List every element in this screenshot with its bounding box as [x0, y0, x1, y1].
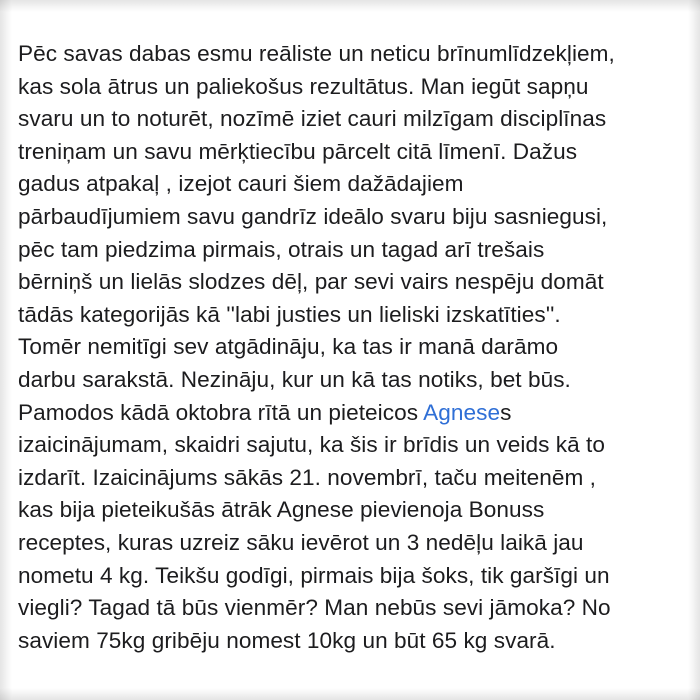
- post-line: pēc tam piedzima pirmais, otrais un tagad arī trešais: [18, 236, 545, 262]
- post-text: [18, 38, 698, 657]
- post-line: kas sola ātrus un paliekošus rezultātus. Man iegūt sapņu: [18, 73, 589, 99]
- post-line: nometu 4 kg. Teikšu godīgi, pirmais bija šoks, tik garšīgi un: [18, 562, 610, 588]
- frame-edge-shadow: [0, 688, 700, 700]
- post-line: svaru un to noturēt, nozīmē iziet cauri milzīgam disciplīnas: [18, 106, 607, 132]
- post-line: darbu sarakstā. Nezināju, kur un kā tas notiks, bet būs.: [18, 366, 571, 392]
- post-line: bērniņš un lielās slodzes dēļ, par sevi vairs nespēju domāt: [18, 269, 604, 295]
- post-line: gadus atpakaļ , izejot cauri šiem dažādajiem: [18, 171, 464, 197]
- post-line: tādās kategorijās kā ''labi justies un lieliski izskatīties''.: [18, 301, 561, 327]
- post-line: saviem 75kg gribēju nomest 10kg un būt 65 kg svarā.: [18, 627, 556, 653]
- post-line: receptes, kuras uzreiz sāku ievērot un 3 nedēļu laikā jau: [18, 529, 584, 555]
- post-line-text: s: [500, 399, 512, 425]
- post-line: izaicinājumam, skaidri sajutu, ka šis ir brīdis un veids kā to: [18, 432, 605, 458]
- post-line-text: Pamodos kādā oktobra rītā un pieteicos: [18, 399, 424, 425]
- post-line: viegli? Tagad tā būs vienmēr? Man nebūs sevi jāmoka? No: [18, 595, 611, 621]
- post-line: izdarīt. Izaicinājums sākās 21. novembrī, taču meitenēm ,: [18, 464, 596, 490]
- post-line: Pēc savas dabas esmu reāliste un neticu brīnumlīdzekļiem,: [18, 41, 615, 66]
- post-line: kas bija pieteikušās ātrāk Agnese pievienoja Bonuss: [18, 497, 545, 523]
- post-line: Tomēr nemitīgi sev atgādināju, ka tas ir manā darāmo: [18, 334, 559, 360]
- frame-edge-shadow: [0, 0, 12, 700]
- post-line: treniņam un savu mērķtiecību pārcelt citā līmenī. Dažus: [18, 138, 578, 164]
- post-line: pārbaudījumiem savu gandrīz ideālo svaru biju sasniegusi,: [18, 203, 608, 229]
- frame-edge-shadow: [0, 0, 700, 12]
- mention-link-agnese[interactable]: Agnese: [423, 399, 501, 425]
- post-line-with-mention: [18, 397, 698, 430]
